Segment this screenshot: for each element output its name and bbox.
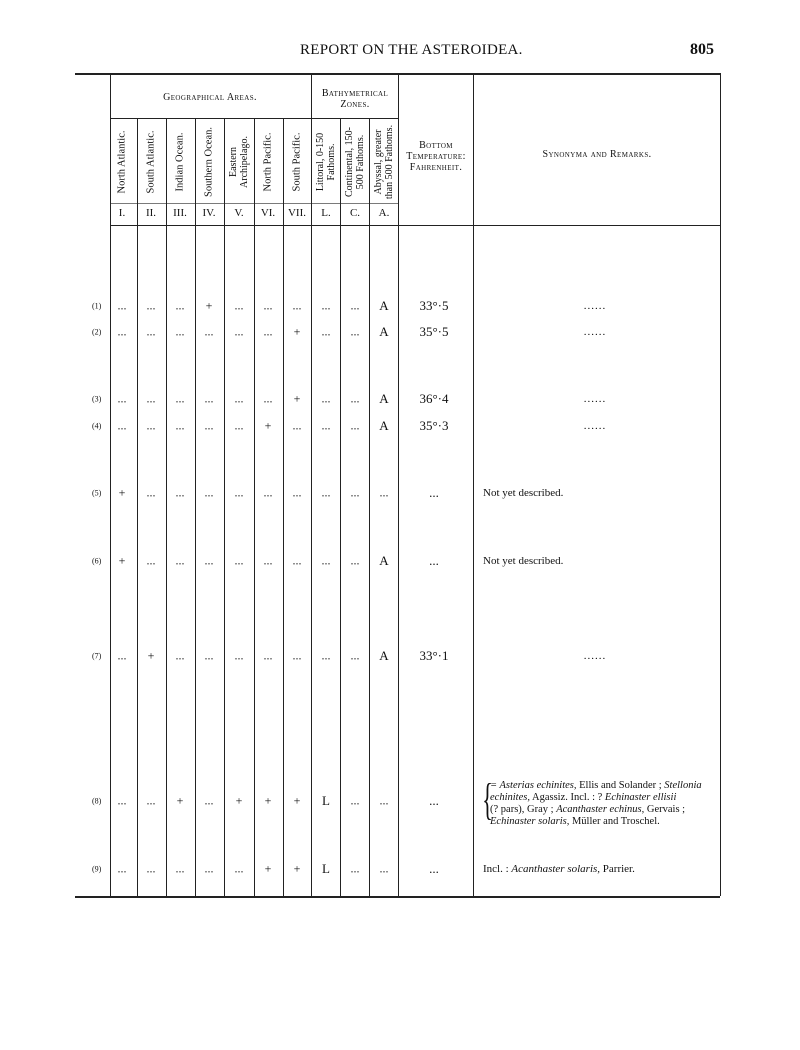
column-header: North Atlantic. <box>116 130 128 194</box>
table-cell: ... <box>175 553 185 568</box>
table-cell: ... <box>292 418 302 433</box>
header-bottom-rule <box>110 225 720 226</box>
column-rule <box>137 118 138 896</box>
table-cell: ... <box>204 648 214 663</box>
table-cell: ... <box>350 418 360 433</box>
authority: Ellis and Solander ; <box>576 780 665 791</box>
column-rule <box>720 73 721 896</box>
bath-heading-rule <box>310 118 398 119</box>
table-cell: ... <box>117 861 127 876</box>
page-number: 805 <box>690 41 714 58</box>
table-cell: ... <box>146 418 156 433</box>
bottom-temperature: 33°·5 <box>419 298 449 313</box>
table-cell: ... <box>350 391 360 406</box>
species-name: echinites, <box>490 792 530 803</box>
bottom-temperature: 36°·4 <box>419 391 449 406</box>
table-cell: + <box>264 861 272 876</box>
bottom-temperature: 35°·5 <box>419 324 449 339</box>
remark-text: Incl. : <box>483 863 512 875</box>
column-numeral: V. <box>234 207 244 219</box>
table-cell: + <box>293 793 301 808</box>
column-numeral: C. <box>349 207 361 219</box>
bottom-temperature: ... <box>429 793 439 808</box>
column-numeral: IV. <box>202 207 216 219</box>
temp-heading: Bottom Temperature: Fahrenheit. <box>406 140 466 173</box>
table-cell: ... <box>321 648 331 663</box>
table-cell: + <box>235 793 243 808</box>
table-cell: ... <box>117 391 127 406</box>
species-name: Stellonia <box>664 780 702 791</box>
column-rule <box>166 118 167 896</box>
column-numeral: I. <box>118 207 126 219</box>
table-cell: ... <box>175 324 185 339</box>
bottom-temperature: ... <box>429 485 439 500</box>
table-cell: ... <box>234 298 244 313</box>
bottom-temperature: ... <box>429 553 439 568</box>
column-numeral: VII. <box>287 207 307 219</box>
authority: Agassiz. Incl. : ? <box>529 792 605 803</box>
table-cell: + <box>293 861 301 876</box>
table-cell: ... <box>292 553 302 568</box>
remark-8-line-3 <box>490 804 730 816</box>
table-cell: ... <box>321 418 331 433</box>
table-cell: ... <box>292 648 302 663</box>
table-cell: ... <box>321 485 331 500</box>
geo-heading: Geographical Areas. <box>163 92 257 103</box>
species-name: Acanthaster echinus, <box>556 804 645 815</box>
table-cell: L <box>322 793 330 808</box>
table-cell: ... <box>146 861 156 876</box>
table-cell: ... <box>263 391 273 406</box>
species-name: Echinaster solaris, <box>490 816 570 827</box>
column-numeral: VI. <box>260 207 276 219</box>
table-cell: ... <box>146 324 156 339</box>
column-rule <box>369 118 370 896</box>
table-cell: + <box>293 391 301 406</box>
column-header: Southern Ocean. <box>203 127 215 197</box>
table-cell: ... <box>379 861 389 876</box>
table-cell: ... <box>204 793 214 808</box>
row-label: (3) <box>92 394 102 404</box>
row-label: (4) <box>92 421 102 431</box>
table-cell: ... <box>234 553 244 568</box>
column-header: South Pacific. <box>291 132 303 192</box>
row-label: (5) <box>92 488 102 498</box>
table-cell: ... <box>204 418 214 433</box>
column-rule <box>110 73 111 896</box>
authority: Parrier. <box>600 863 635 875</box>
table-cell: ... <box>204 553 214 568</box>
column-rule <box>398 73 399 896</box>
column-numeral: III. <box>173 207 187 219</box>
table-cell: ... <box>117 418 127 433</box>
table-cell: ... <box>146 485 156 500</box>
bath-heading: Bathymetrical Zones. <box>321 88 389 110</box>
table-cell: A <box>379 324 389 339</box>
column-header: Continental, 150-500 Fathoms. <box>344 127 366 197</box>
table-cell: A <box>379 391 389 406</box>
column-rule <box>283 118 284 896</box>
table-cell: ... <box>234 648 244 663</box>
authority: (? pars), Gray ; <box>490 804 557 815</box>
table-cell: ... <box>350 485 360 500</box>
row-label: (7) <box>92 651 102 661</box>
authority: Müller and Troschel. <box>569 816 660 827</box>
remark-brace: { <box>482 775 493 824</box>
table-cell: ... <box>379 793 389 808</box>
table-cell: ... <box>350 298 360 313</box>
table-cell: ... <box>292 298 302 313</box>
column-rule <box>311 73 312 896</box>
table-cell: ... <box>146 391 156 406</box>
remark-8-line-2 <box>490 792 730 804</box>
table-cell: A <box>379 298 389 313</box>
table-cell: ... <box>146 553 156 568</box>
table-cell: ... <box>204 324 214 339</box>
table-cell: ... <box>175 648 185 663</box>
table-cell: ... <box>117 298 127 313</box>
table-cell: ... <box>117 793 127 808</box>
bottom-temperature: ... <box>429 861 439 876</box>
column-header: Littoral, 0-150 Fathoms. <box>315 132 337 192</box>
table-cell: ... <box>379 485 389 500</box>
table-cell: ... <box>321 324 331 339</box>
column-rule <box>473 73 474 896</box>
geo-heading-rule <box>110 118 310 119</box>
species-name: Echinaster ellisii <box>604 792 677 803</box>
running-title: REPORT ON THE ASTEROIDEA. <box>300 42 523 58</box>
table-cell: ... <box>263 298 273 313</box>
syn-heading: Synonyma and Remarks. <box>542 149 652 160</box>
table-cell: + <box>264 793 272 808</box>
bottom-temperature: 33°·1 <box>419 648 449 663</box>
table-cell: A <box>379 418 389 433</box>
table-cell: + <box>118 553 126 568</box>
column-header: North Pacific. <box>262 132 274 192</box>
table-cell: ... <box>350 553 360 568</box>
table-cell: ... <box>175 391 185 406</box>
row-label: (8) <box>92 796 102 806</box>
table-cell: ... <box>263 485 273 500</box>
table-cell: ... <box>175 418 185 433</box>
table-cell: ... <box>263 324 273 339</box>
table-cell: ... <box>350 861 360 876</box>
table-cell: ... <box>263 648 273 663</box>
table-cell: ... <box>321 298 331 313</box>
table-cell: ... <box>234 418 244 433</box>
column-header: Indian Ocean. <box>174 132 186 192</box>
table-cell: ... <box>234 324 244 339</box>
row-label: (6) <box>92 556 102 566</box>
table-cell: ... <box>175 485 185 500</box>
table-cell: ... <box>146 298 156 313</box>
remark: Not yet described. <box>483 555 564 567</box>
table-cell: L <box>322 861 330 876</box>
column-rule <box>195 118 196 896</box>
table-cell: + <box>176 793 184 808</box>
remark: ...... <box>583 393 607 405</box>
table-cell: ... <box>175 298 185 313</box>
column-header: Eastern Archipelago. <box>228 136 250 188</box>
table-cell: ... <box>234 485 244 500</box>
remark: Not yet described. <box>483 487 564 499</box>
column-header: Abyssal, greater than 500 Fathoms. <box>373 124 395 200</box>
table-cell: A <box>379 553 389 568</box>
row-label: (1) <box>92 301 102 311</box>
remark-8-line-1 <box>490 780 730 792</box>
table-cell: ... <box>321 553 331 568</box>
remark: ...... <box>583 300 607 312</box>
column-rule <box>254 118 255 896</box>
table-cell: ... <box>204 391 214 406</box>
remark: ...... <box>583 420 607 432</box>
bottom-temperature: 35°·3 <box>419 418 449 433</box>
table-cell: ... <box>234 391 244 406</box>
table-cell: ... <box>234 861 244 876</box>
remark: ...... <box>583 650 607 662</box>
row-label: (9) <box>92 864 102 874</box>
species-name: Acanthaster solaris, <box>511 863 601 875</box>
table-cell: ... <box>117 324 127 339</box>
column-numeral: A. <box>378 207 390 219</box>
table-cell: ... <box>117 648 127 663</box>
authority: Gervais ; <box>644 804 686 815</box>
remark: ...... <box>583 326 607 338</box>
table-cell: ... <box>146 793 156 808</box>
column-numeral: II. <box>145 207 157 219</box>
table-cell: ... <box>204 485 214 500</box>
remark-row-8 <box>490 780 730 828</box>
table-cell: + <box>264 418 272 433</box>
column-header: South Atlantic. <box>145 130 157 194</box>
table-cell: ... <box>350 648 360 663</box>
table-cell: ... <box>321 391 331 406</box>
table-cell: ... <box>350 324 360 339</box>
table-cell: + <box>118 485 126 500</box>
table-cell: ... <box>204 861 214 876</box>
table-cell: ... <box>263 553 273 568</box>
table-cell: + <box>147 648 155 663</box>
page-header <box>0 42 800 66</box>
remark-row-9 <box>483 863 635 875</box>
column-rule <box>340 118 341 896</box>
table-cell: A <box>379 648 389 663</box>
remark-8-line-4 <box>490 816 730 828</box>
column-numeral: L. <box>321 207 331 219</box>
column-rule <box>224 118 225 896</box>
table-cell: + <box>293 324 301 339</box>
table-cell: ... <box>350 793 360 808</box>
table-cell: + <box>205 298 213 313</box>
table-bottom-rule <box>75 896 720 898</box>
table-cell: ... <box>175 861 185 876</box>
row-label: (2) <box>92 327 102 337</box>
species-name: = Asterias echinites, <box>490 780 577 791</box>
table-cell: ... <box>292 485 302 500</box>
